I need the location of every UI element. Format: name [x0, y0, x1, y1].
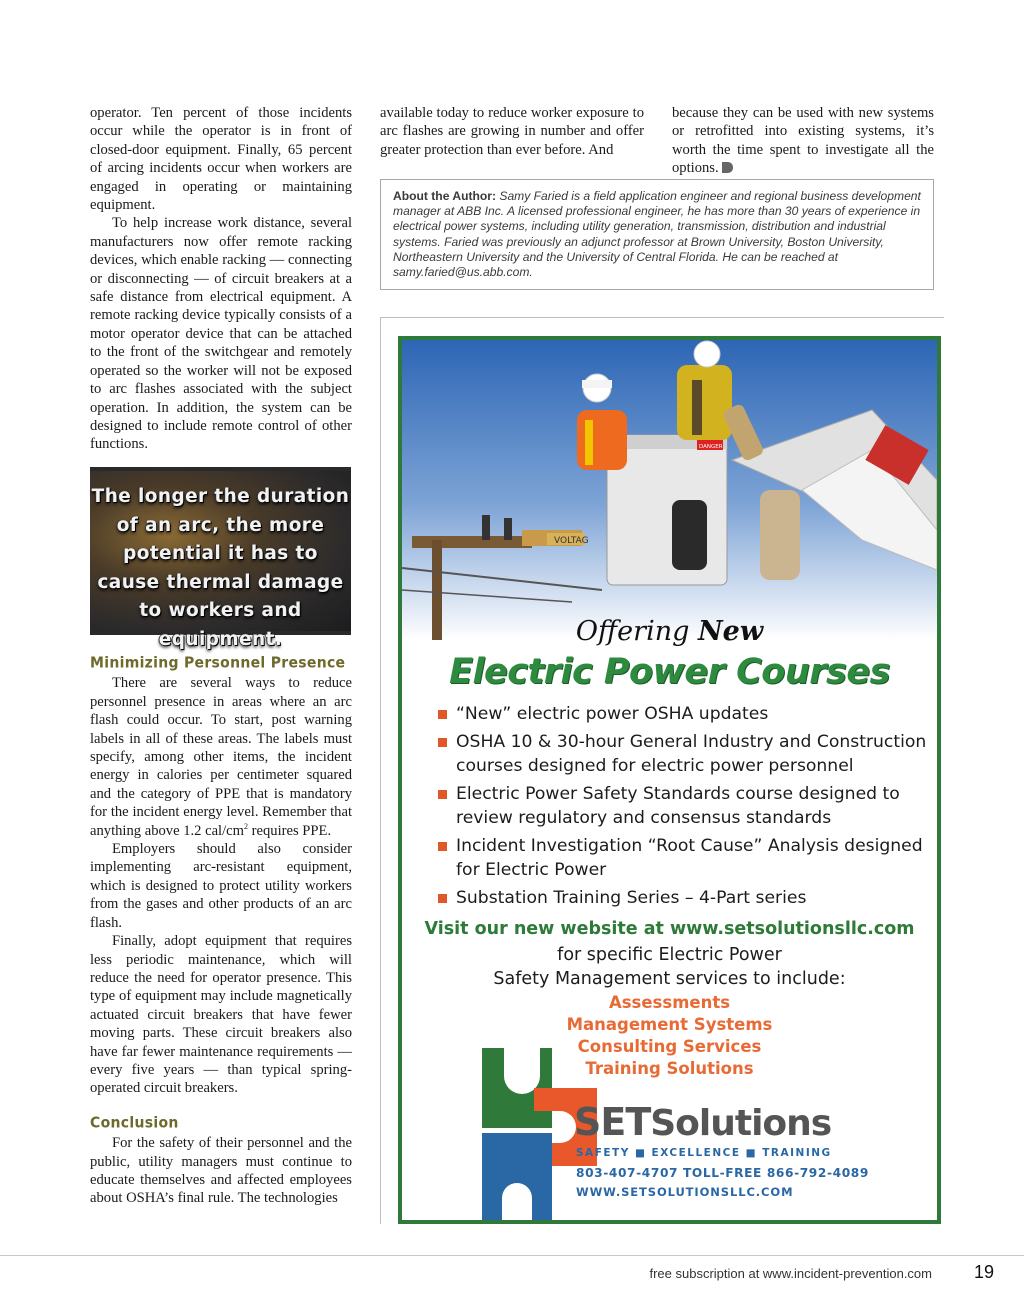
paragraph: operator. Ten percent of those incidents occur while the operator is in front of closed-door equipment. Finally, 65 percent of arcing incidents occur when workers are engaged in operating or maintaining equipment.: [90, 105, 352, 214]
pull-quote-text: The longer the duration of an arc, the more potential it has to cause thermal damage to workers and equipment.: [91, 486, 350, 650]
list-item: Management Systems: [566, 1015, 773, 1034]
bullet-icon: [438, 738, 447, 747]
list-item: OSHA 10 & 30-hour General Industry and Construction courses designed for electric power personnel: [438, 730, 928, 778]
article-column-1: [90, 104, 352, 454]
section-heading-minimizing: Minimizing Personnel Presence: [90, 654, 346, 672]
list-item: Assessments: [608, 993, 731, 1012]
paragraph: available today to reduce worker exposure to arc flashes are growing in number and offer greater protection than ever before. And: [380, 105, 644, 158]
article-column-1-lower: [90, 654, 352, 1208]
footer-divider: [0, 1255, 1024, 1256]
list-item: Substation Training Series – 4-Part series: [438, 886, 928, 910]
paragraph: because they can be used with new systems or retrofitted into existing systems, it’s worth the time spent to investigate all the options.: [672, 105, 934, 177]
set-solutions-advertisement: [398, 336, 941, 1224]
ad-services-intro: for specific Electric Power Safety Management services to include:: [493, 945, 846, 989]
ad-website: WWW.SETSOLUTIONSLLC.COM: [576, 1185, 794, 1199]
about-the-author-box: [380, 179, 934, 290]
section-heading-conclusion: Conclusion: [90, 1114, 179, 1132]
svg-text:VOLTAG: VOLTAG: [554, 536, 589, 546]
ad-brand-name: SETSolutions: [574, 1100, 832, 1144]
divider: [380, 318, 381, 1224]
paragraph: There are several ways to reduce personnel presence in areas where an arc flash could occur. To start, post warning labels in all of these areas. The labels must specify, among other items, the incident energy in calories per centimeter squared and the category of PPE that is mandatory for the incident energy level. Remember that anything above 1.2 cal/$cm^2$ requires PPE.: [90, 675, 352, 839]
bullet-icon: [438, 790, 447, 799]
bullet-icon: [438, 842, 447, 851]
list-item: Consulting Services: [577, 1037, 762, 1056]
article-column-2: [380, 104, 644, 159]
paragraph: For the safety of their personnel and the public, utility managers must continue to educate themselves and affected employees about OSHA’s final rule. The technologies: [90, 1135, 352, 1207]
svg-text:DANGER: DANGER: [699, 444, 723, 450]
lineworkers-bucket-photo: [402, 340, 937, 640]
ad-visit-website: Visit our new website at www.setsolutionsllc.com: [424, 919, 915, 939]
bullet-icon: [438, 894, 447, 903]
footer-subscription-link[interactable]: free subscription at www.incident-prevention.com: [649, 1266, 932, 1281]
divider: [380, 317, 944, 318]
page-number: 19: [973, 1262, 994, 1282]
ad-tagline: SAFETY ■ EXCELLENCE ■ TRAINING: [576, 1147, 832, 1159]
pull-quote: [90, 467, 351, 650]
bullet-icon: [438, 710, 447, 719]
ad-phone: 803-407-4707 TOLL-FREE 866-792-4089: [576, 1166, 869, 1180]
paragraph: Finally, adopt equipment that requires less periodic maintenance, which will reduce the need for operator presence. This type of equipment may include magnetically actuated circuit breakers that have fewer moving parts. These circuit breakers also have far fewer maintenance requirements — every five years — than typical spring-operated circuit breakers.: [90, 933, 352, 1097]
article-column-3: [672, 104, 934, 178]
list-item: “New” electric power OSHA updates: [438, 702, 928, 726]
list-item: Training Solutions: [585, 1059, 754, 1078]
paragraph: To help increase work distance, several manufacturers now offer remote racking devices, which enable racking — connecting or disconnecting — of circuit breakers at a safe distance from electrical equipment. A remote racking device typically consists of a motor operator device that can be attached to the front of the switchgear and remotely operated so the worker will not be exposed to arc flashes associated with the subject operation. In addition, the system can be designed to include remote control of other functions.: [90, 215, 352, 453]
end-of-article-icon: [722, 162, 733, 173]
author-label: About the Author:: [393, 189, 496, 203]
list-item: Electric Power Safety Standards course designed to review regulatory and consensus standards: [438, 782, 928, 830]
ad-course-list: [438, 702, 928, 914]
list-item: Incident Investigation “Root Cause” Analysis designed for Electric Power: [438, 834, 928, 882]
author-bio: Samy Faried is a field application engineer and regional business development manager at ABB Inc. A licensed professional engineer, he has more than 30 years of experience in electrical power systems, including utility generation, transmission, distribution and industrial systems. Faried was previously an adjunct professor at Brown University, Boston University, Northeastern University and the University of Central Florida. He can be reached at samy.faried@us.abb.com.: [393, 189, 921, 280]
ad-courses-title: Electric Power Courses: [449, 652, 890, 692]
ad-offering-text: Offering New: [575, 616, 764, 647]
paragraph: Employers should also consider implementing arc-resistant equipment, which is designed to protect utility workers from the gases and other products of an arc flash.: [90, 841, 352, 931]
